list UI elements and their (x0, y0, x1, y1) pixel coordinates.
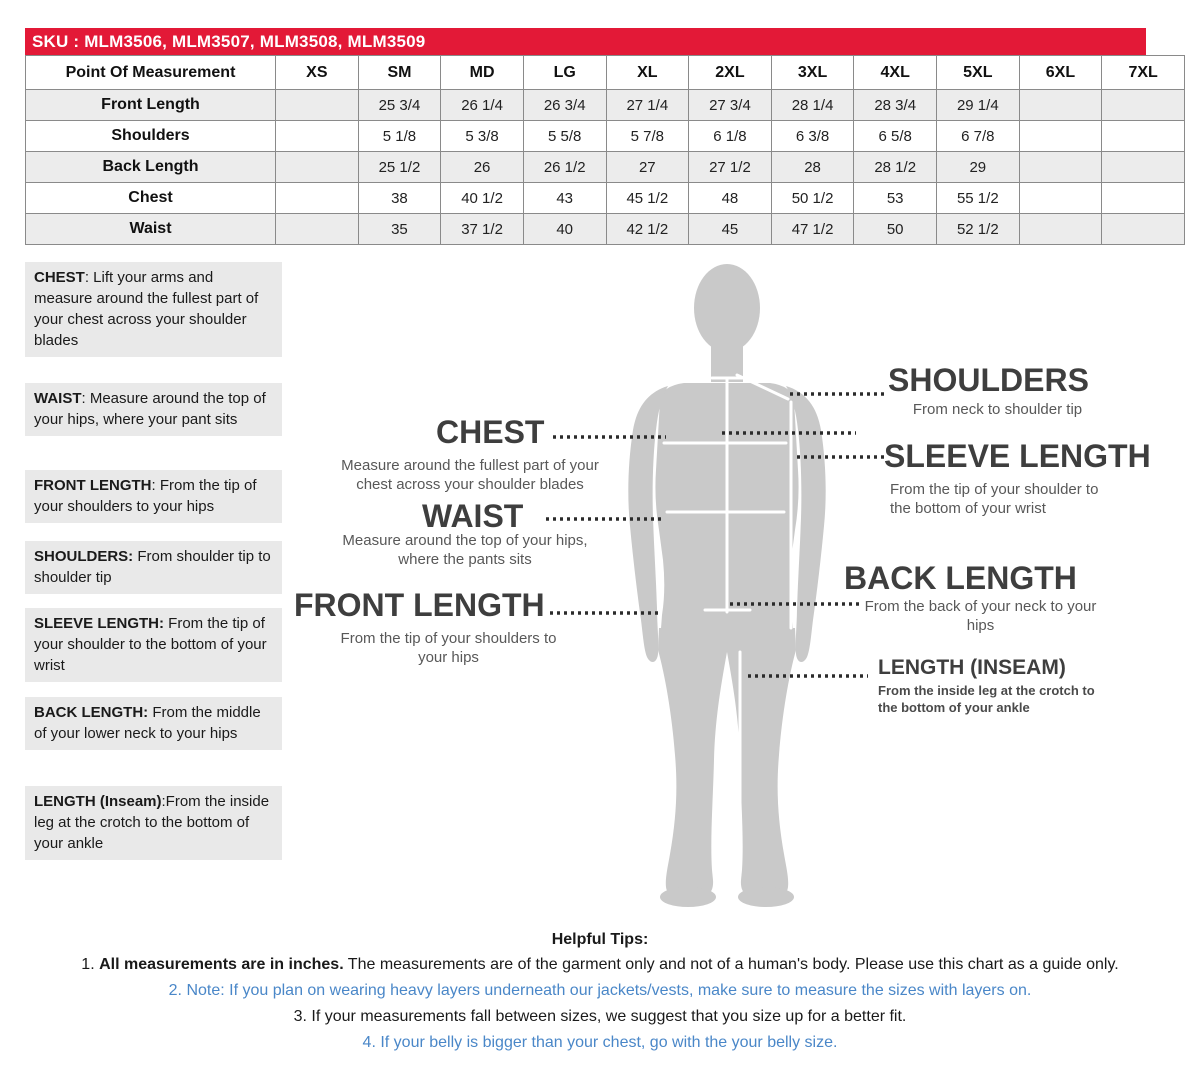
size-value-cell: 43 (523, 183, 606, 214)
size-value-cell (276, 183, 359, 214)
size-value-cell: 50 (854, 214, 937, 245)
column-header-size: MD (441, 56, 524, 90)
row-label: Chest (26, 183, 276, 214)
row-label: Waist (26, 214, 276, 245)
definition-text: : Measure around the top of your hips, where your pant sits (34, 390, 266, 428)
diagram-back-length-label: BACK LENGTH (844, 560, 1077, 596)
size-value-cell: 45 1/2 (606, 183, 689, 214)
size-value-cell: 47 1/2 (771, 214, 854, 245)
size-value-cell (276, 214, 359, 245)
size-value-cell (1102, 90, 1185, 121)
size-value-cell: 25 3/4 (358, 90, 441, 121)
size-value-cell: 5 3/8 (441, 121, 524, 152)
definition-waist (25, 383, 282, 436)
definition-text: From the middle of your lower neck to your hips (34, 704, 261, 742)
size-value-cell (1019, 214, 1102, 245)
table-row (26, 183, 1185, 214)
helpful-tips (0, 931, 1200, 1060)
tip-1 (0, 956, 1200, 974)
diagram-front-length-desc: From the tip of your shoulders to your hips (340, 630, 557, 666)
size-table-head-row (26, 56, 1185, 90)
table-row (26, 214, 1185, 245)
definition-term: FRONT LENGTH (34, 477, 152, 494)
row-label: Shoulders (26, 121, 276, 152)
column-header-size: 3XL (771, 56, 854, 90)
diagram-chest-desc: Measure around the fullest part of your chest across your shoulder blades (341, 457, 599, 493)
size-value-cell: 27 (606, 152, 689, 183)
definition-text: : From the tip of your shoulders to your hips (34, 477, 257, 515)
diagram-sleeve-length-desc: From the tip of your shoulder to the bottom of your wrist (890, 481, 1099, 517)
size-value-cell: 28 (771, 152, 854, 183)
diagram-back-length-desc: From the back of your neck to your hips (864, 598, 1097, 634)
size-value-cell: 28 3/4 (854, 90, 937, 121)
size-value-cell: 6 3/8 (771, 121, 854, 152)
size-value-cell: 27 1/2 (689, 152, 772, 183)
diagram-shoulders-label: SHOULDERS (888, 362, 1089, 398)
size-value-cell: 40 1/2 (441, 183, 524, 214)
tip-1-number: 1. (81, 956, 100, 973)
size-value-cell: 50 1/2 (771, 183, 854, 214)
size-value-cell: 55 1/2 (937, 183, 1020, 214)
column-header-size: LG (523, 56, 606, 90)
size-value-cell (1102, 152, 1185, 183)
definition-text: :From the inside leg at the crotch to the bottom of your ankle (34, 793, 270, 852)
size-value-cell: 29 1/4 (937, 90, 1020, 121)
size-value-cell: 38 (358, 183, 441, 214)
definition-inseam (25, 786, 282, 860)
size-value-cell: 35 (358, 214, 441, 245)
tip-1-bold: All measurements are in inches. (99, 956, 344, 973)
column-header-size: 7XL (1102, 56, 1185, 90)
size-value-cell: 27 1/4 (606, 90, 689, 121)
tip-1-rest: The measurements are of the garment only and not of a human's body. Please use this chart as a guide only. (343, 956, 1119, 973)
diagram-inseam-label: LENGTH (INSEAM) (878, 656, 1066, 679)
column-header-size: 2XL (689, 56, 772, 90)
size-table-body (26, 90, 1185, 245)
row-label: Front Length (26, 90, 276, 121)
size-value-cell: 6 1/8 (689, 121, 772, 152)
definition-front-length (25, 470, 282, 523)
diagram-waist-label: WAIST (422, 498, 524, 534)
tip-2: 2. Note: If you plan on wearing heavy layers underneath our jackets/vests, make sure to measure the sizes with layers on. (168, 982, 1032, 999)
definition-sleeve-length (25, 608, 282, 682)
table-row (26, 152, 1185, 183)
size-value-cell: 27 3/4 (689, 90, 772, 121)
size-value-cell (1019, 121, 1102, 152)
size-value-cell (276, 121, 359, 152)
size-value-cell (1019, 183, 1102, 214)
size-value-cell: 29 (937, 152, 1020, 183)
column-header-size: SM (358, 56, 441, 90)
definition-term: SLEEVE LENGTH: (34, 615, 165, 632)
size-value-cell: 42 1/2 (606, 214, 689, 245)
definition-back-length (25, 697, 282, 750)
size-value-cell: 48 (689, 183, 772, 214)
size-value-cell (1102, 183, 1185, 214)
size-value-cell: 26 1/2 (523, 152, 606, 183)
size-value-cell: 26 1/4 (441, 90, 524, 121)
column-header-size: XS (276, 56, 359, 90)
size-value-cell: 6 7/8 (937, 121, 1020, 152)
definition-term: WAIST (34, 390, 82, 407)
definition-term: LENGTH (Inseam) (34, 793, 162, 810)
size-value-cell: 5 1/8 (358, 121, 441, 152)
tip-4: 4. If your belly is bigger than your chest, go with the your belly size. (362, 1034, 838, 1051)
size-value-cell: 26 (441, 152, 524, 183)
size-table-head (26, 56, 1185, 90)
size-value-cell (1019, 90, 1102, 121)
size-value-cell: 25 1/2 (358, 152, 441, 183)
sku-header-bar: SKU : MLM3506, MLM3507, MLM3508, MLM3509 (25, 28, 1146, 55)
diagram-waist-desc: Measure around the top of your hips, where the pants sits (342, 532, 588, 568)
table-row (26, 121, 1185, 152)
tips-title: Helpful Tips: (551, 931, 649, 948)
size-value-cell (276, 152, 359, 183)
size-value-cell: 45 (689, 214, 772, 245)
definition-term: SHOULDERS: (34, 548, 134, 565)
size-value-cell (1102, 121, 1185, 152)
definition-text: : Lift your arms and measure around the fullest part of your chest across your shoulder blades (34, 269, 259, 349)
column-header-size: 6XL (1019, 56, 1102, 90)
size-value-cell: 26 3/4 (523, 90, 606, 121)
definition-chest (25, 262, 282, 357)
column-header-measurement: Point Of Measurement (26, 56, 276, 90)
tip-3: 3. If your measurements fall between sizes, we suggest that you size up for a better fit. (293, 1008, 907, 1025)
size-value-cell: 5 7/8 (606, 121, 689, 152)
definition-text: From shoulder tip to shoulder tip (34, 548, 271, 586)
size-table (25, 55, 1185, 245)
diagram-shoulders-desc: From neck to shoulder tip (912, 401, 1083, 418)
row-label: Back Length (26, 152, 276, 183)
column-header-size: XL (606, 56, 689, 90)
definition-shoulders (25, 541, 282, 594)
size-value-cell: 28 1/4 (771, 90, 854, 121)
definition-text: From the tip of your shoulder to the bottom of your wrist (34, 615, 267, 674)
size-value-cell (1102, 214, 1185, 245)
size-value-cell: 40 (523, 214, 606, 245)
size-value-cell: 28 1/2 (854, 152, 937, 183)
size-value-cell: 52 1/2 (937, 214, 1020, 245)
size-value-cell: 5 5/8 (523, 121, 606, 152)
size-value-cell (1019, 152, 1102, 183)
size-value-cell: 37 1/2 (441, 214, 524, 245)
column-header-size: 5XL (937, 56, 1020, 90)
definition-term: BACK LENGTH: (34, 704, 149, 721)
size-value-cell (276, 90, 359, 121)
diagram-front-length-label: FRONT LENGTH (294, 587, 545, 623)
diagram-inseam-desc: From the inside leg at the crotch to the bottom of your ankle (878, 683, 1095, 715)
column-header-size: 4XL (854, 56, 937, 90)
diagram-sleeve-length-label: SLEEVE LENGTH (884, 438, 1151, 474)
definition-term: CHEST (34, 269, 85, 286)
table-row (26, 90, 1185, 121)
diagram-chest-label: CHEST (436, 414, 545, 450)
size-value-cell: 6 5/8 (854, 121, 937, 152)
size-value-cell: 53 (854, 183, 937, 214)
